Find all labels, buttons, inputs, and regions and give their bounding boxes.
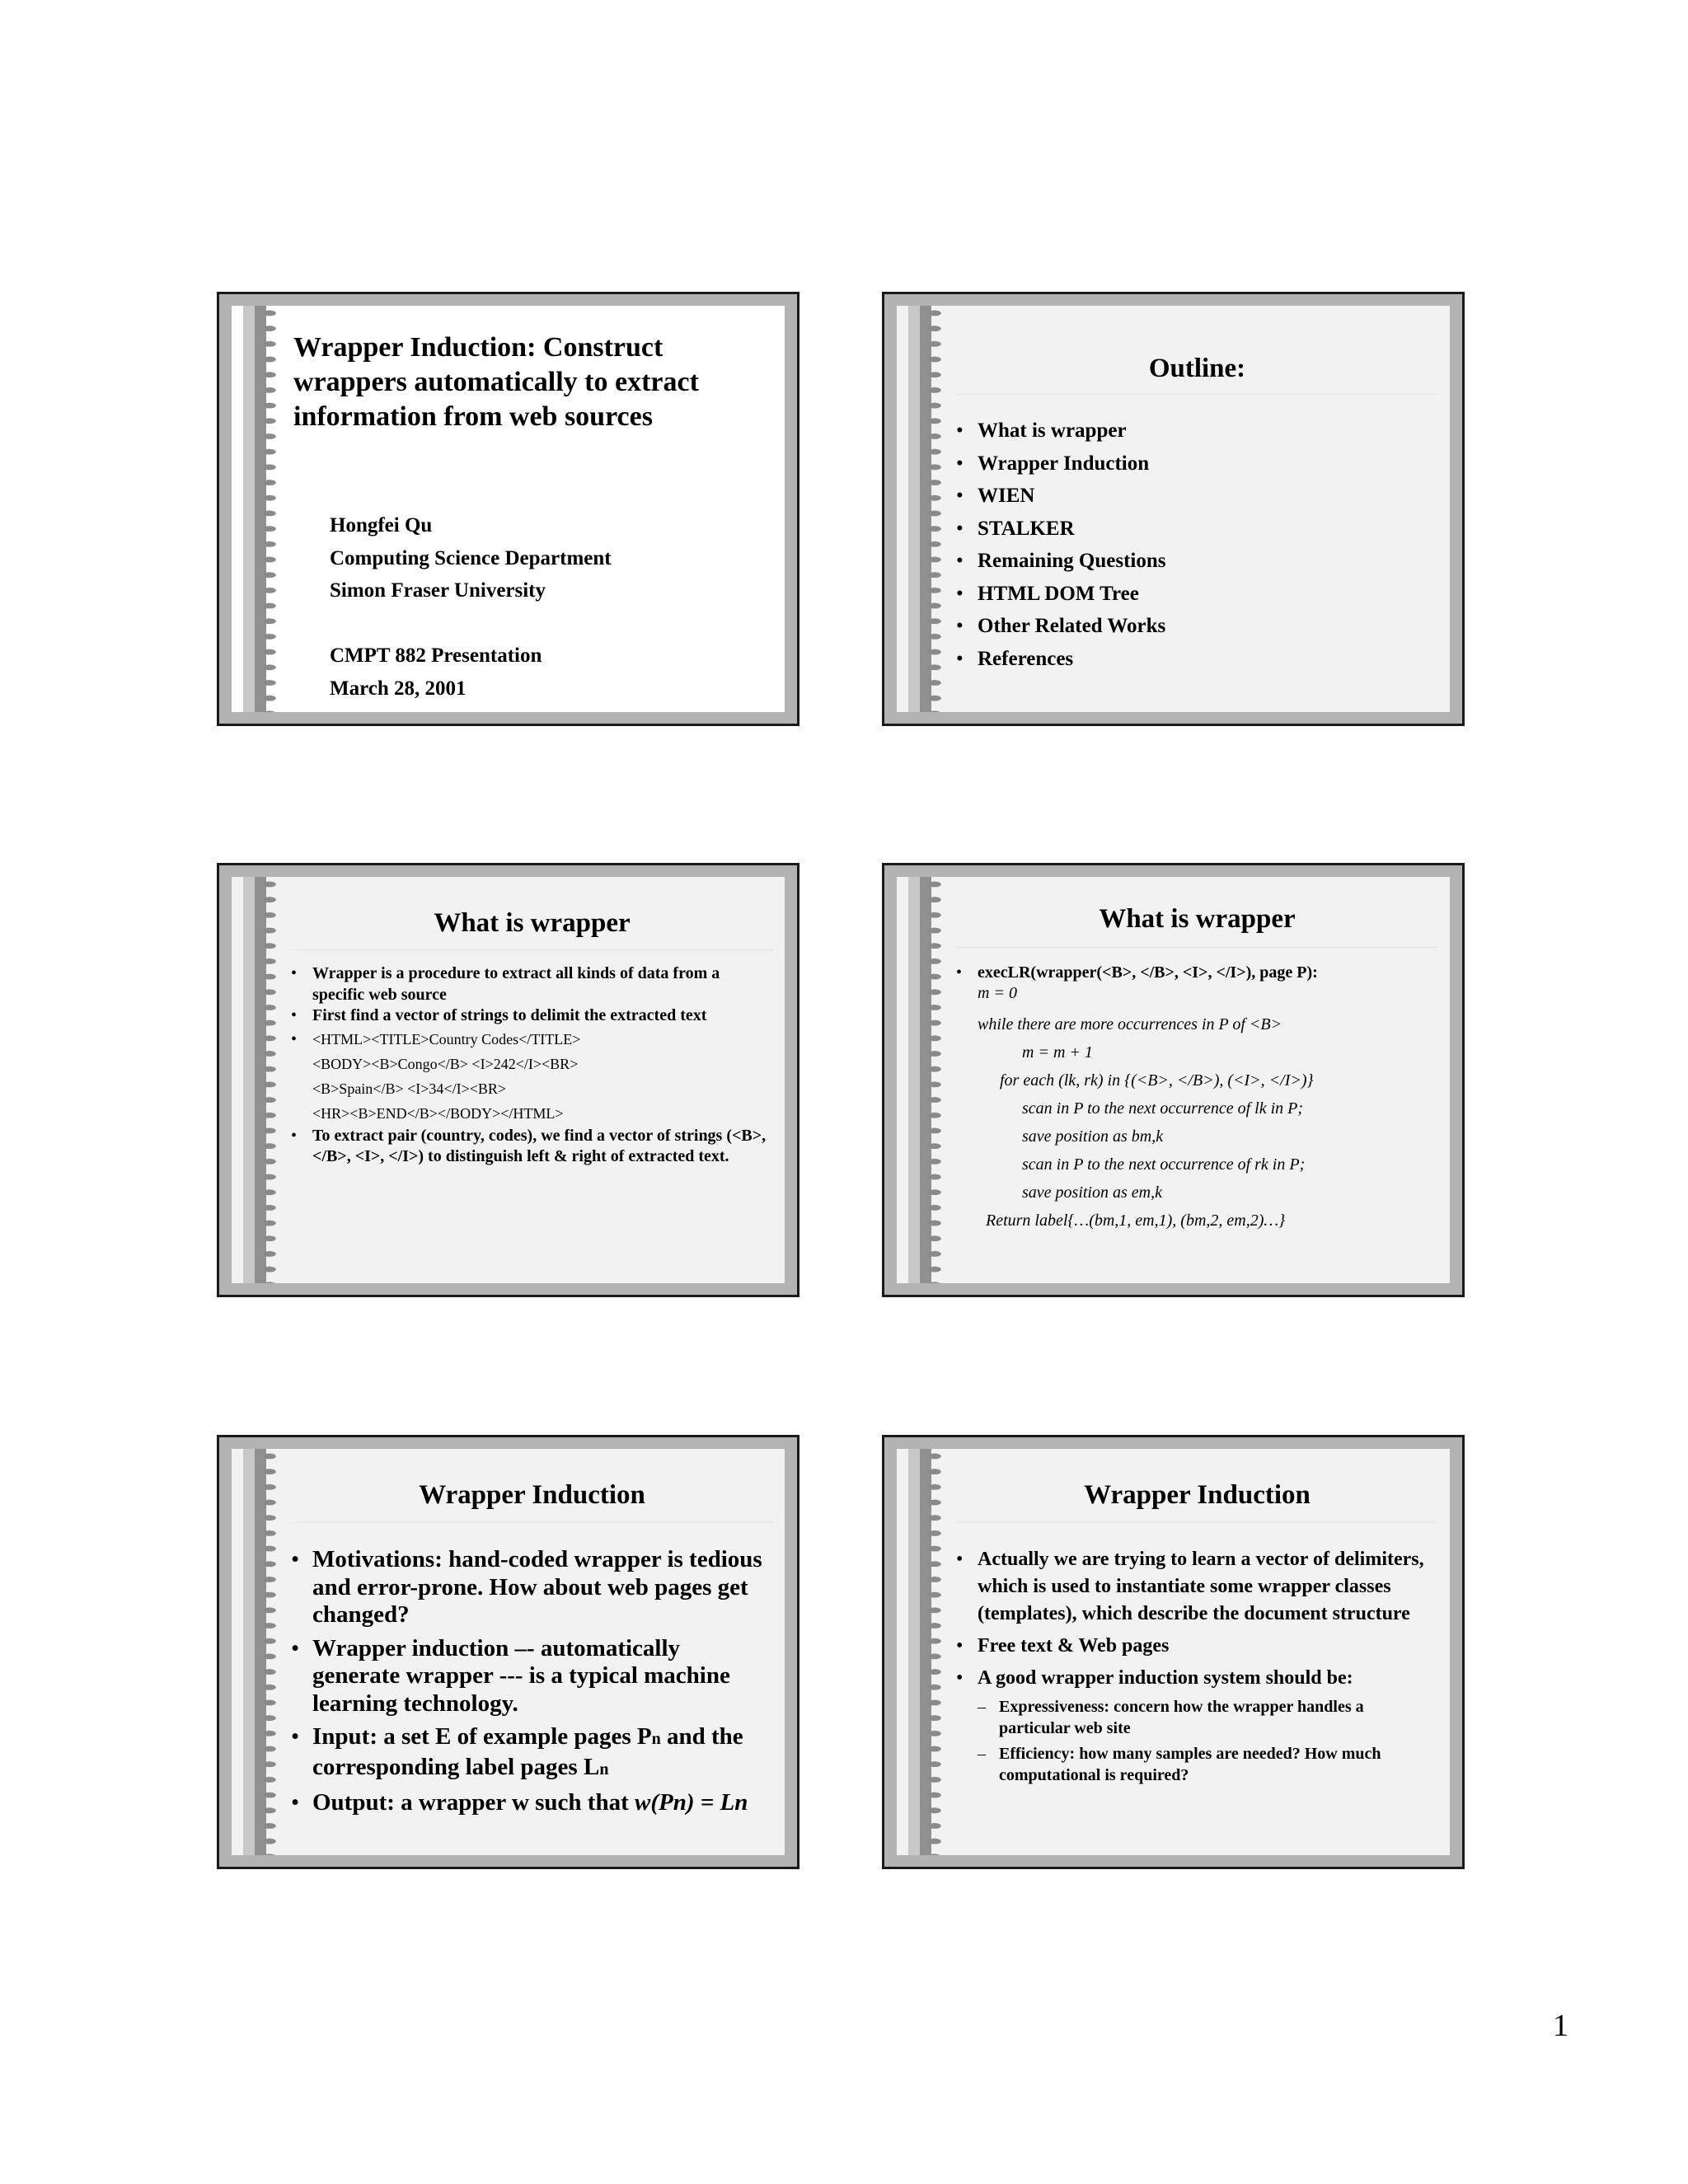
- bullet-input: [291, 1723, 773, 1783]
- output-formula: w(Pn) = Ln: [635, 1789, 748, 1816]
- outline-item: • HTML DOM Tree: [956, 578, 1438, 611]
- html-code-line: • <HTML><TITLE>Country Codes</TITLE>: [312, 1030, 581, 1047]
- output-text: Output: a wrapper w such that: [312, 1789, 635, 1816]
- title-divider: [291, 949, 773, 950]
- presentation-date: March 28, 2001: [330, 677, 467, 700]
- pseudocode-line: m = 0: [978, 984, 1017, 1002]
- execlr-signature: • execLR(wrapper(<B>, </B>, <I>, </I>), page P):: [956, 963, 1438, 983]
- pseudocode-line: m = m + 1: [1022, 1043, 1093, 1062]
- outline-list: [956, 415, 1438, 675]
- outline-item: • WIEN: [956, 480, 1438, 513]
- input-subscript: n: [651, 1730, 661, 1748]
- bullet-delimiters: • First find a vector of strings to delimit the extracted text: [291, 1005, 773, 1027]
- slide-5: [217, 1435, 799, 1869]
- slide-1-title: Wrapper Induction: Construct wrappers automatically to extract information from web sources: [293, 332, 699, 432]
- good-system-text: A good wrapper induction system should be:: [978, 1667, 1353, 1689]
- slide-5-panel: [232, 1449, 785, 1855]
- outline-item: • Remaining Questions: [956, 545, 1438, 578]
- spiral-binding-decoration: [232, 877, 289, 1283]
- bullet-wrapper-induction: • Wrapper induction –- automatically generate wrapper --- is a typical machine learning technology.: [291, 1635, 773, 1718]
- presentation-info: [330, 640, 542, 705]
- slide-4-title: What is wrapper: [1099, 904, 1296, 934]
- slide-2: [882, 292, 1465, 726]
- pseudocode-line: scan in P to the next occurrence of lk in P;: [1022, 1099, 1304, 1118]
- bullet-extraction: • To extract pair (country, codes), we find a vector of strings (<B>, </B>, <I>, </I>) to distinguish left & right of extracted text.: [291, 1126, 773, 1168]
- slide-1-content: [291, 306, 773, 712]
- pseudocode-line: save position as em,k: [1022, 1183, 1162, 1202]
- bullet-output: [291, 1789, 773, 1817]
- page-number: 1: [1553, 2008, 1568, 2043]
- outline-item: • Wrapper Induction: [956, 448, 1438, 480]
- slide-2-title: Outline:: [1148, 354, 1246, 383]
- spiral-binding-decoration: [232, 1449, 289, 1855]
- input-text-b: and the corresponding label pages L: [312, 1723, 743, 1780]
- pseudocode-line: Return label{…(bm,1, em,1), (bm,2, em,2)…}: [986, 1212, 1286, 1230]
- slide-6-title: Wrapper Induction: [1084, 1480, 1311, 1510]
- slide-6-panel: [897, 1449, 1450, 1855]
- slide-3-title: What is wrapper: [434, 908, 631, 938]
- bullet-definition: • Wrapper is a procedure to extract all kinds of data from a specific web source: [291, 963, 773, 1005]
- slide-3-panel: [232, 877, 785, 1283]
- slide-2-content: [956, 306, 1438, 712]
- criterion-efficiency: – Efficiency: how many samples are needed? How much computational is required?: [978, 1743, 1438, 1786]
- slide-1-panel: [232, 306, 785, 712]
- html-code-line: <BODY><B>Congo</B> <I>242</I><BR>: [312, 1055, 579, 1072]
- pseudocode-line: save position as bm,k: [1022, 1127, 1164, 1146]
- title-divider: [956, 394, 1438, 395]
- slide-1: [217, 292, 799, 726]
- bullet-good-system: [956, 1665, 1438, 1786]
- bullet-motivations: • Motivations: hand-coded wrapper is tedious and error-prone. How about web pages get changed?: [291, 1546, 773, 1629]
- html-code-line: <HR><B>END</B></BODY></HTML>: [312, 1104, 564, 1122]
- department: Computing Science Department: [330, 546, 612, 569]
- university: Simon Fraser University: [330, 579, 546, 602]
- slide-5-title: Wrapper Induction: [419, 1480, 645, 1510]
- outline-item: • Other Related Works: [956, 610, 1438, 643]
- label-subscript: n: [599, 1760, 609, 1779]
- bullet-html-example: [291, 1027, 773, 1126]
- spiral-binding-decoration: [897, 306, 954, 712]
- title-divider: [956, 1522, 1438, 1523]
- bullet-learn-delimiters: • Actually we are trying to learn a vector of delimiters, which is used to instantiate some wrapper classes (templates), which describe the document structure: [956, 1546, 1438, 1628]
- slide-5-content: [291, 1449, 773, 1855]
- slide-2-panel: [897, 306, 1450, 712]
- html-code-line: <B>Spain</B> <I>34</I><BR>: [312, 1080, 507, 1097]
- slide-4-content: [956, 877, 1438, 1283]
- slide-5-bullets: [291, 1546, 773, 1817]
- slide-4-panel: [897, 877, 1450, 1283]
- author-block: [330, 509, 612, 607]
- outline-item: • What is wrapper: [956, 415, 1438, 448]
- course-name: CMPT 882 Presentation: [330, 644, 542, 667]
- spiral-binding-decoration: [897, 877, 954, 1283]
- slide-3: [217, 863, 799, 1297]
- input-text-a: Input: a set E of example pages P: [312, 1723, 652, 1750]
- criteria-list: [978, 1696, 1438, 1786]
- pseudocode-line: for each (lk, rk) in {(<B>, </B>), (<I>, </I>)}: [1000, 1071, 1314, 1090]
- pseudocode-block: [956, 877, 1438, 1283]
- slide-3-bullets: [291, 963, 773, 1168]
- spiral-binding-decoration: [232, 306, 289, 712]
- author-name: Hongfei Qu: [330, 514, 433, 537]
- pseudocode-line: scan in P to the next occurrence of rk in P;: [1022, 1155, 1306, 1174]
- slide-4: [882, 863, 1465, 1297]
- title-divider: [291, 1522, 773, 1523]
- slide-6-content: [956, 1449, 1438, 1855]
- pseudocode-line: while there are more occurrences in P of <B>: [978, 1015, 1282, 1033]
- bullet-free-text: • Free text & Web pages: [956, 1633, 1438, 1660]
- spiral-binding-decoration: [897, 1449, 954, 1855]
- criterion-expressiveness: – Expressiveness: concern how the wrapper handles a particular web site: [978, 1696, 1438, 1739]
- outline-item: • References: [956, 643, 1438, 676]
- slide-3-content: [291, 877, 773, 1283]
- slide-6: [882, 1435, 1465, 1869]
- outline-item: • STALKER: [956, 513, 1438, 546]
- slide-6-bullets: [956, 1546, 1438, 1786]
